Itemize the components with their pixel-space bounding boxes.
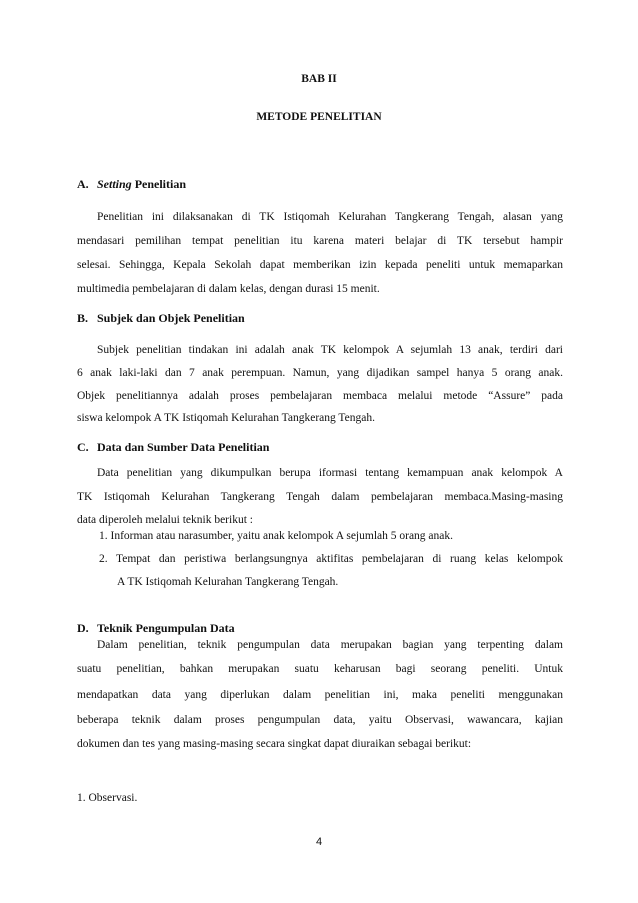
section-number: C. <box>77 440 89 454</box>
paragraph-line: 6 anak laki-laki dan 7 anak perempuan. Namun, yang dijadikan sampel hanya 5 orang anak. <box>77 367 563 379</box>
paragraph-line: suatu penelitian, bahkan merupakan suatu keharusan bagi seorang peneliti. Untuk <box>77 663 563 675</box>
paragraph-line: mendapatkan data yang diperlukan dalam penelitian ini, maka peneliti menggunakan <box>77 689 563 701</box>
sub-heading: 1. Observasi. <box>77 792 138 804</box>
paragraph-line: data diperoleh melalui teknik berikut : <box>77 514 253 526</box>
page-number: 4 <box>315 836 323 848</box>
section-number: A. <box>77 177 89 191</box>
section-a-heading <box>77 177 186 192</box>
paragraph-line: dokumen dan tes yang masing-masing secara singkat dapat diuraikan sebagai berikut: <box>77 738 472 750</box>
section-title: Teknik Pengumpulan Data <box>97 621 235 635</box>
paragraph-line: Subjek penelitian tindakan ini adalah anak TK kelompok A sejumlah 13 anak, terdiri dari <box>97 344 563 356</box>
paragraph-line: mendasari pemilihan tempat penelitian itu karena materi belajar di TK tersebut hampir <box>77 235 563 247</box>
chapter-title: METODE PENELITIAN <box>256 111 382 123</box>
paragraph-line: Data penelitian yang dikumpulkan berupa iformasi tentang kemampuan anak kelompok A <box>97 467 563 479</box>
section-title: Data dan Sumber Data Penelitian <box>97 440 270 454</box>
section-d-heading <box>77 621 235 636</box>
paragraph-line: siswa kelompok A TK Istiqomah Kelurahan Tangkerang Tengah. <box>77 412 375 424</box>
chapter-label: BAB II <box>301 73 337 85</box>
paragraph-line: selesai. Sehingga, Kepala Sekolah dapat memberikan izin kepada peneliti untuk memaparkan <box>77 259 563 271</box>
section-title: Subjek dan Objek Penelitian <box>97 311 245 325</box>
paragraph-line: Objek penelitiannya adalah proses pembelajaran membaca melalui metode “Assure” pada <box>77 390 563 402</box>
paragraph-line: beberapa teknik dalam proses pengumpulan data, yaitu Observasi, wawancara, kajian <box>77 714 563 726</box>
paragraph-line: multimedia pembelajaran di dalam kelas, dengan durasi 15 menit. <box>77 283 380 295</box>
section-c-heading <box>77 440 269 455</box>
paragraph-line: TK Istiqomah Kelurahan Tangkerang Tengah dalam pembelajaran membaca.Masing-masing <box>77 491 563 503</box>
section-b-heading <box>77 311 245 326</box>
list-item: 1. Informan atau narasumber, yaitu anak kelompok A sejumlah 5 orang anak. <box>99 530 454 542</box>
section-title: Penelitian <box>131 177 187 191</box>
paragraph-line: Dalam penelitian, teknik pengumpulan data merupakan bagian yang terpenting dalam <box>97 639 563 651</box>
list-item: 2. Tempat dan peristiwa berlangsungnya aktifitas pembelajaran di ruang kelas kelompok <box>99 553 563 565</box>
section-number: D. <box>77 621 89 635</box>
paragraph-line: Penelitian ini dilaksanakan di TK Istiqomah Kelurahan Tangkerang Tengah, alasan yang <box>97 211 563 223</box>
section-title-italic: Setting <box>97 177 132 191</box>
section-number: B. <box>77 311 89 325</box>
list-item-continuation: A TK Istiqomah Kelurahan Tangkerang Tengah. <box>117 576 339 588</box>
